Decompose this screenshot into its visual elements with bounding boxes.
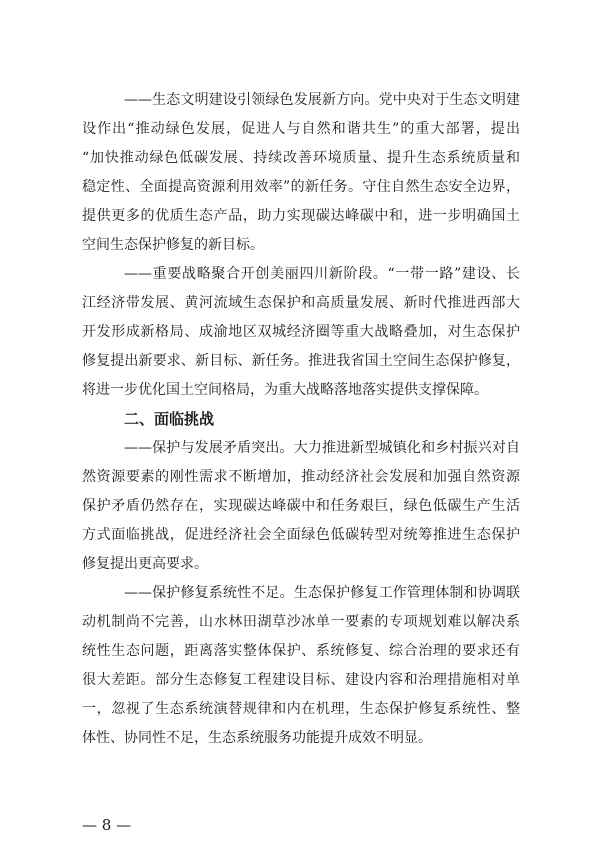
paragraph-line: 设作出“推动绿色发展，促进人与自然和谐共生”的重大部署，提出 <box>82 121 520 137</box>
paragraph-line: 然资源要素的刚性需求不断增加，推动经济社会发展和加强自然资源 <box>82 469 520 485</box>
paragraph-line: “加快推动绿色低碳发展、持续改善环境质量、提升生态系统质量和 <box>82 150 520 166</box>
paragraph-line: 空间生态保护修复的新目标。 <box>82 237 264 253</box>
paragraph-line: 稳定性、全面提高资源利用效率”的新任务。守住自然生态安全边界， <box>82 179 520 195</box>
paragraph-line: ——重要战略聚合开创美丽四川新阶段。“一带一路”建设、长 <box>124 266 520 282</box>
paragraph-line: 江经济带发展、黄河流域生态保护和高质量发展、新时代推进西部大 <box>82 295 520 311</box>
paragraph-line: 一，忽视了生态系统演替规律和内在机理，生态保护修复系统性、整 <box>82 701 520 717</box>
paragraph-line: 体性、协同性不足，生态系统服务功能提升成效不明显。 <box>82 730 432 746</box>
paragraph-line: 开发形成新格局、成渝地区双城经济圈等重大战略叠加，对生态保护 <box>82 324 520 340</box>
paragraph-line: 提供更多的优质生态产品，助力实现碳达峰碳中和，进一步明确国土 <box>82 208 520 224</box>
paragraph-line: 很大差距。部分生态修复工程建设目标、建设内容和治理措施相对单 <box>82 672 520 688</box>
paragraph-line: ——保护与发展矛盾突出。大力推进新型城镇化和乡村振兴对自 <box>124 440 520 456</box>
paragraph-line: 动机制尚不完善，山水林田湖草沙冰单一要素的专项规划难以解决系 <box>82 614 520 630</box>
paragraph-line: 将进一步优化国土空间格局，为重大战略落地落实提供支撑保障。 <box>82 382 488 398</box>
paragraph-line: 统性生态问题，距离落实整体保护、系统修复、综合治理的要求还有 <box>82 643 520 659</box>
section-heading: 二、面临挑战 <box>124 410 215 428</box>
paragraph-line: ——生态文明建设引领绿色发展新方向。党中央对于生态文明建 <box>124 92 520 108</box>
paragraph-line: 修复提出新要求、新目标、新任务。推进我省国土空间生态保护修复， <box>82 353 520 369</box>
paragraph-line: 修复提出更高要求。 <box>82 556 208 572</box>
paragraph-line: 保护矛盾仍然存在，实现碳达峰碳中和任务艰巨，绿色低碳生产生活 <box>82 498 520 514</box>
page-number: — 8 — <box>82 816 132 834</box>
paragraph-line: 方式面临挑战，促进经济社会全面绿色低碳转型对统筹推进生态保护 <box>82 527 520 543</box>
paragraph-line: ——保护修复系统性不足。生态保护修复工作管理体制和协调联 <box>124 585 520 601</box>
